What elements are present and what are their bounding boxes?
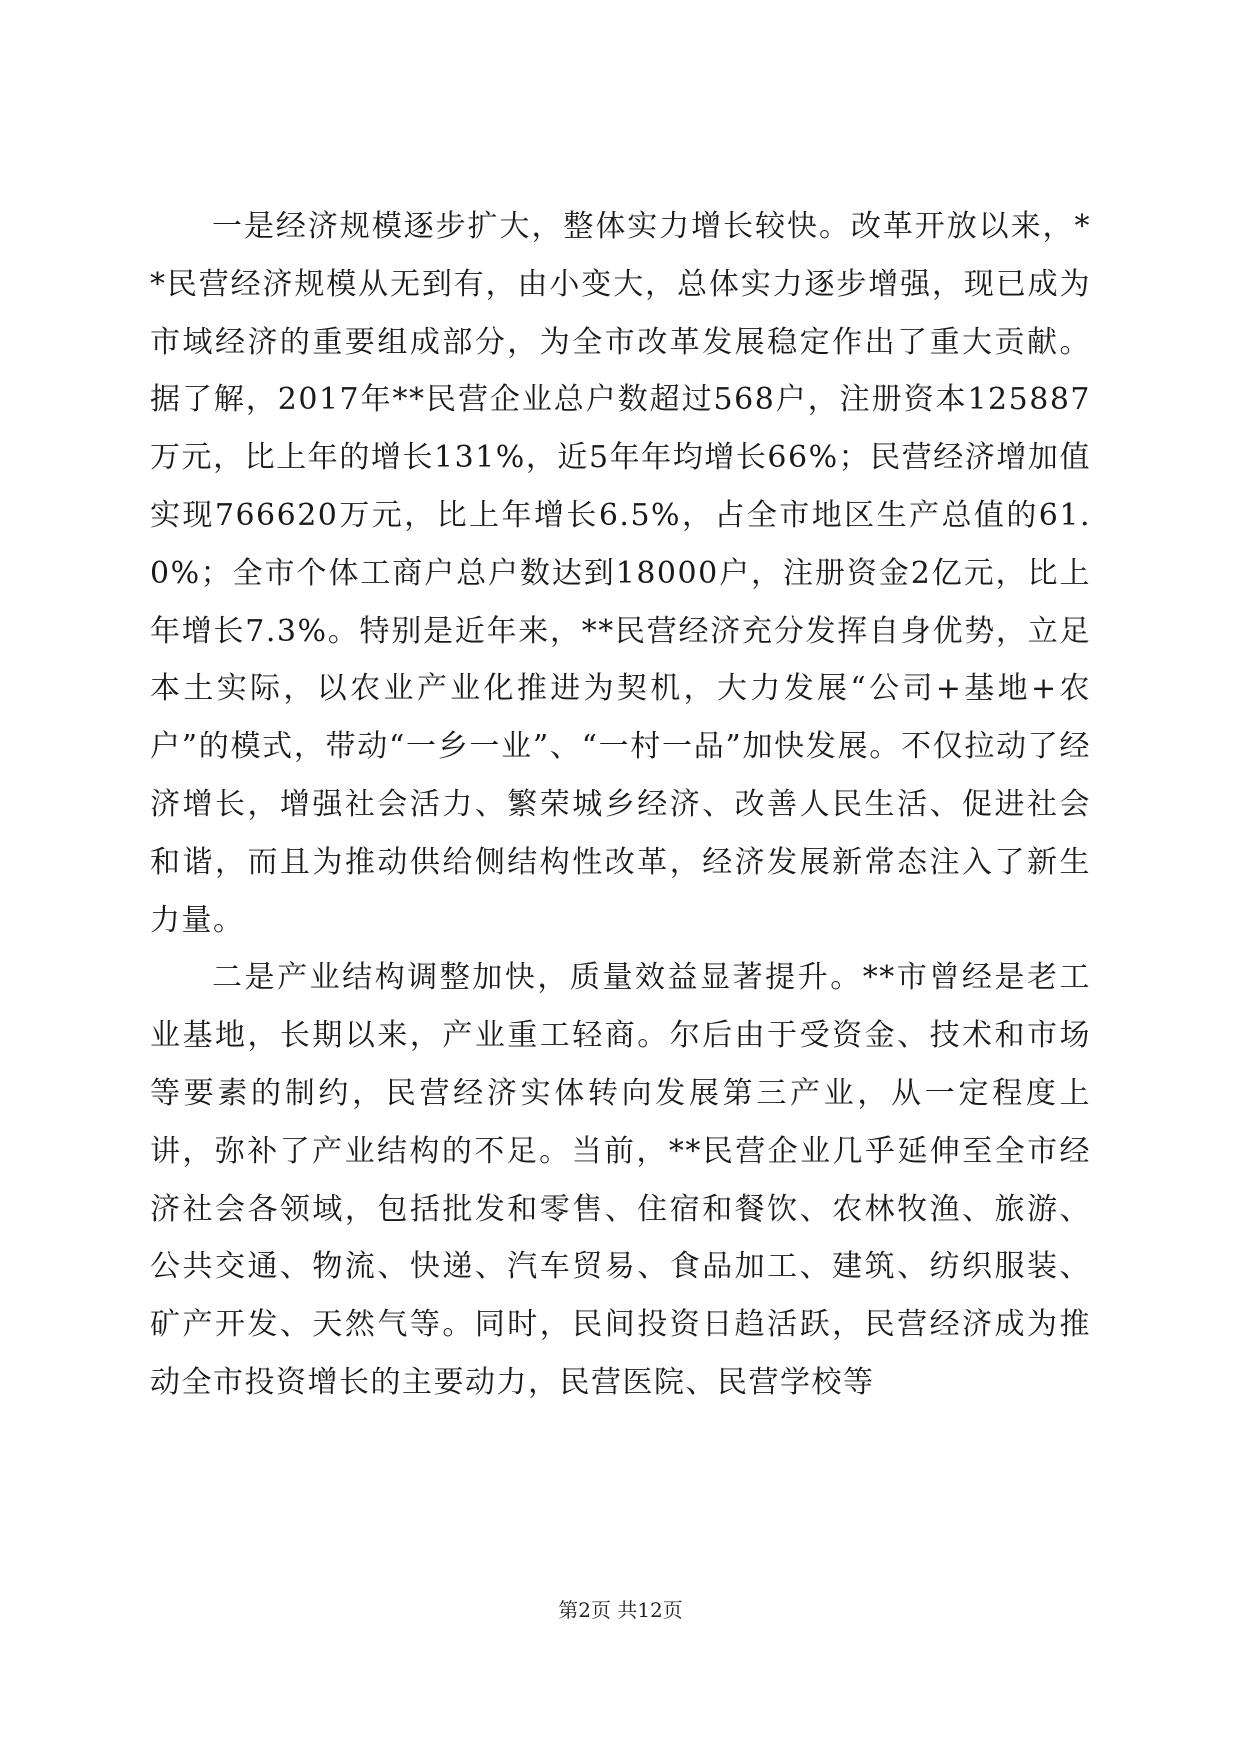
page-footer: 第2页 共12页 (558, 1598, 683, 1622)
paragraph-industrial-structure: 二是产业结构调整加快，质量效益显著提升。**市曾经是老工业基地，长期以来，产业重工轻商。尔后由于受资金、技术和市场等要素的制约，民营经济实体转向发展第三产业，从一定程度上讲，弥补了产业结构的不足。当前，**民营企业几乎延伸至全市经济社会各领域，包括批发和零售、住宿和餐饮、农林牧渔、旅游、公共交通、物流、快递、汽车贸易、食品加工、建筑、纺织服装、矿产开发、天然气等。同时，民间投资日趋活跃，民营经济成为推动全市投资增长的主要动力，民营医院、民营学校等 (150, 960, 1091, 1400)
document-body (150, 198, 1091, 1412)
paragraph-economic-scale: 一是经济规模逐步扩大，整体实力增长较快。改革开放以来，**民营经济规模从无到有，由小变大，总体实力逐步增强，现已成为市域经济的重要组成部分，为全市改革发展稳定作出了重大贡献。据了解，2017年**民营企业总户数超过568户，注册资本125887万元，比上年的增长131%，近5年年均增长66%；民营经济增加值实现766620万元，比上年增长6.5%，占全市地区生产总值的61.0%；全市个体工商户总户数达到18000户，注册资金2亿元，比上年增长7.3%。特别是近年来，**民营经济充分发挥自身优势，立足本土实际，以农业产业化推进为契机，大力发展“公司+基地+农户”的模式，带动“一乡一业”、“一村一品”加快发展。不仅拉动了经济增长，增强社会活力、繁荣城乡经济、改善人民生活、促进社会和谐，而且为推动供给侧结构性改革，经济发展新常态注入了新生力量。 (150, 209, 1091, 938)
